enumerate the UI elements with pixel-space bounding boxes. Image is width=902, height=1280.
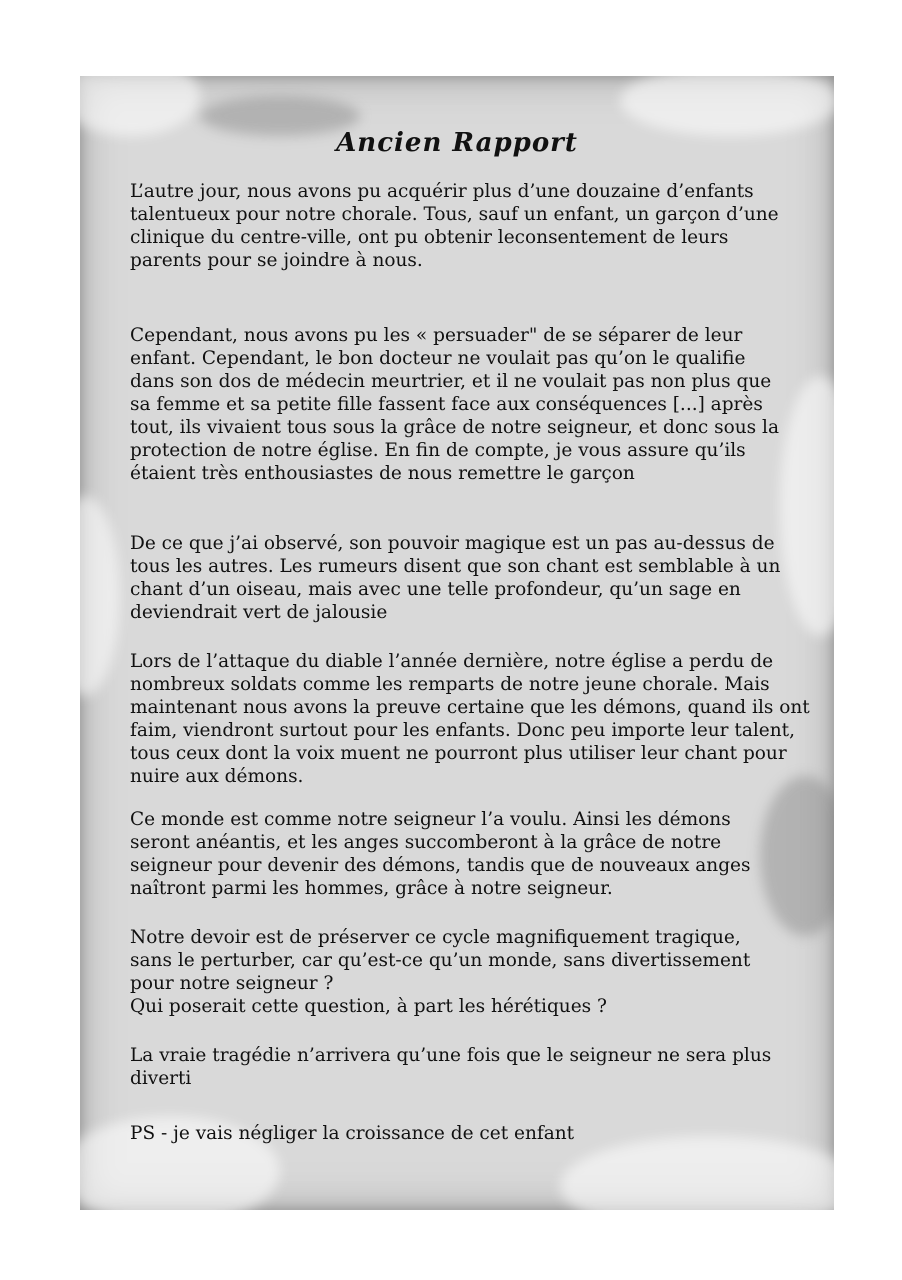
paragraph: Cependant, nous avons pu les « persuader" de se séparer de leur enfant. Cependant, le bon docteur ne voulait pas qu’on le qualifie dans son dos de médecin meurtrier, et il ne voulait pas non plus que sa femme et sa petite fille fassent face aux conséquences [...] après tout, ils vivaient tous sous la grâce de notre seigneur, et donc sous la protection de notre église. En fin de compte, je vous assure qu’ils étaient très enthousiastes de nous remettre le garçon — [130, 325, 779, 484]
parchment-background — [80, 76, 834, 1210]
document-title: Ancien Rapport — [336, 128, 578, 158]
paragraph: De ce que j’ai observé, son pouvoir magique est un pas au-dessus de tous les autres. Les rumeurs disent que son chant est semblable à un chant d’un oiseau, mais avec une telle profondeur, qu’un sage en deviendrait vert de jalousie — [130, 533, 781, 623]
paragraph: La vraie tragédie n’arrivera qu’une fois que le seigneur ne sera plus diverti — [130, 1045, 772, 1089]
paragraph: Notre devoir est de préserver ce cycle magnifiquement tragique, sans le perturber, car qu’est-ce qu’un monde, sans divertissement pour notre seigneur ? Qui poserait cette question, à part les hérétiques ? — [130, 927, 751, 1017]
paragraph: L’autre jour, nous avons pu acquérir plus d’une douzaine d’enfants talentueux pour notre chorale. Tous, sauf un enfant, un garçon d’une clinique du centre-ville, ont pu obtenir leconsentement de leurs parents pour se joindre à nous. — [130, 181, 779, 271]
postscript: PS - je vais négliger la croissance de cet enfant — [130, 1123, 575, 1144]
parchment-stain — [80, 496, 120, 696]
parchment-stain — [620, 76, 834, 136]
paragraph: Ce monde est comme notre seigneur l’a voulu. Ainsi les démons seront anéantis, et les anges succomberont à la grâce de notre seigneur pour devenir des démons, tandis que de nouveaux anges naîtront parmi les hommes, grâce à notre seigneur. — [130, 809, 751, 899]
paragraph: Lors de l’attaque du diable l’année dernière, notre église a perdu de nombreux soldats comme les remparts de notre jeune chorale. Mais maintenant nous avons la preuve certaine que les démons, quand ils ont faim, viendront surtout pour les enfants. Donc peu importe leur talent, tous ceux dont la voix muent ne pourront plus utiliser leur chant pour nuire aux démons. — [130, 651, 810, 787]
parchment-stain — [80, 76, 200, 136]
parchment-stain — [560, 1136, 834, 1210]
